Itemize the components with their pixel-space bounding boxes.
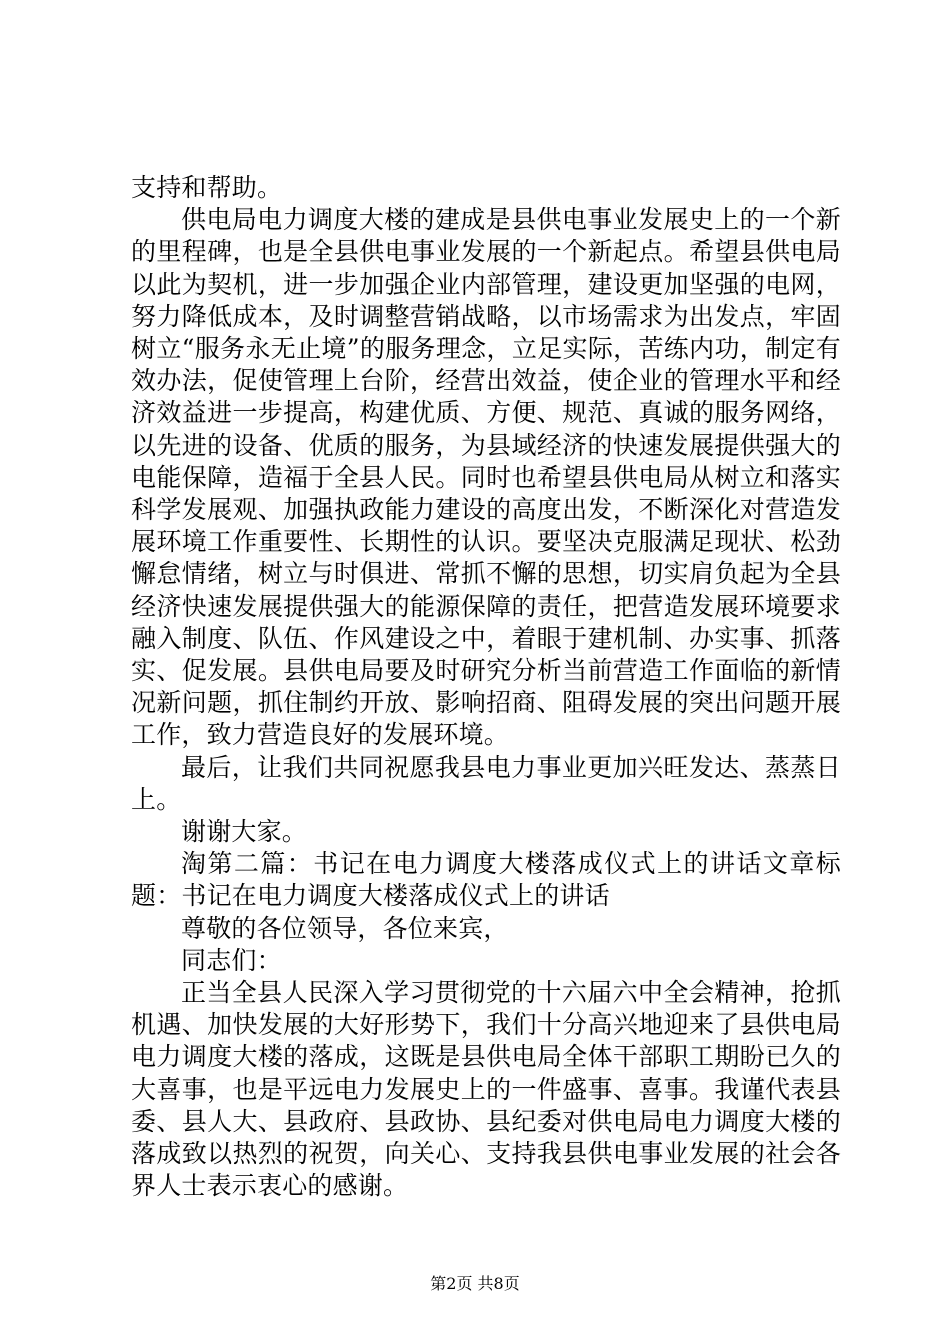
paragraph-closing-wish: 最后，让我们共同祝愿我县电力事业更加兴旺发达、蒸蒸日上。	[131, 752, 841, 814]
paragraph-milestone: 供电局电力调度大楼的建成是县供电事业发展史上的一个新的里程碑，也是全县供电事业发展的一个新起点。希望县供电局以此为契机，进一步加强企业内部管理，建设更加坚强的电网，努力降低成本，及时调整营销战略，以市场需求为出发点，牢固树立“服务永无止境”的服务理念，立足实际，苦练内功，制定有效办法，促使管理上台阶，经营出效益，使企业的管理水平和经济效益进一步提高，构建优质、方便、规范、真诚的服务网络，以先进的设备、优质的服务，为县域经济的快速发展提供强大的电能保障，造福于全县人民。同时也希望县供电局从树立和落实科学发展观、加强执政能力建设的高度出发，不断深化对营造发展环境工作重要性、长期性的认识。要坚决克服满足现状、松劲懈怠情绪，树立与时俱进、常抓不懈的思想，切实肩负起为全县经济快速发展提供强大的能源保障的责任，把营造发展环境要求融入制度、队伍、作风建设之中，着眼于建机制、办实事、抓落实、促发展。县供电局要及时研究分析当前营造工作面临的新情况新问题，抓住制约开放、影响招商、阻碍发展的突出问题开展工作，致力营造良好的发展环境。	[131, 205, 841, 750]
paragraph-continuation: 支持和帮助。	[131, 173, 283, 202]
paragraph-congratulations: 正当全县人民深入学习贯彻党的十六届六中全会精神，抢抓机遇、加快发展的大好形势下，我们十分高兴地迎来了县供电局电力调度大楼的落成，这既是县供电局全体干部职工期盼已久的大喜事，也是平远电力发展史上的一件盛事、喜事。我谨代表县委、县人大、县政府、县政协、县纪委对供电局电力调度大楼的落成致以热烈的祝贺，向关心、支持我县供电事业发展的社会各界人士表示衷心的感谢。	[131, 978, 841, 1201]
salutation-guests: 尊敬的各位领导，各位来宾，	[181, 913, 509, 943]
document-body	[131, 172, 841, 1203]
paragraph-thanks: 谢谢大家。	[181, 817, 308, 847]
salutation-comrades: 同志们：	[181, 945, 282, 975]
page-number-footer: 第2页 共8页	[430, 1274, 520, 1293]
section-heading-second-article: 淘第二篇：书记在电力调度大楼落成仪式上的讲话文章标题：书记在电力调度大楼落成仪式上的讲话	[131, 849, 841, 911]
